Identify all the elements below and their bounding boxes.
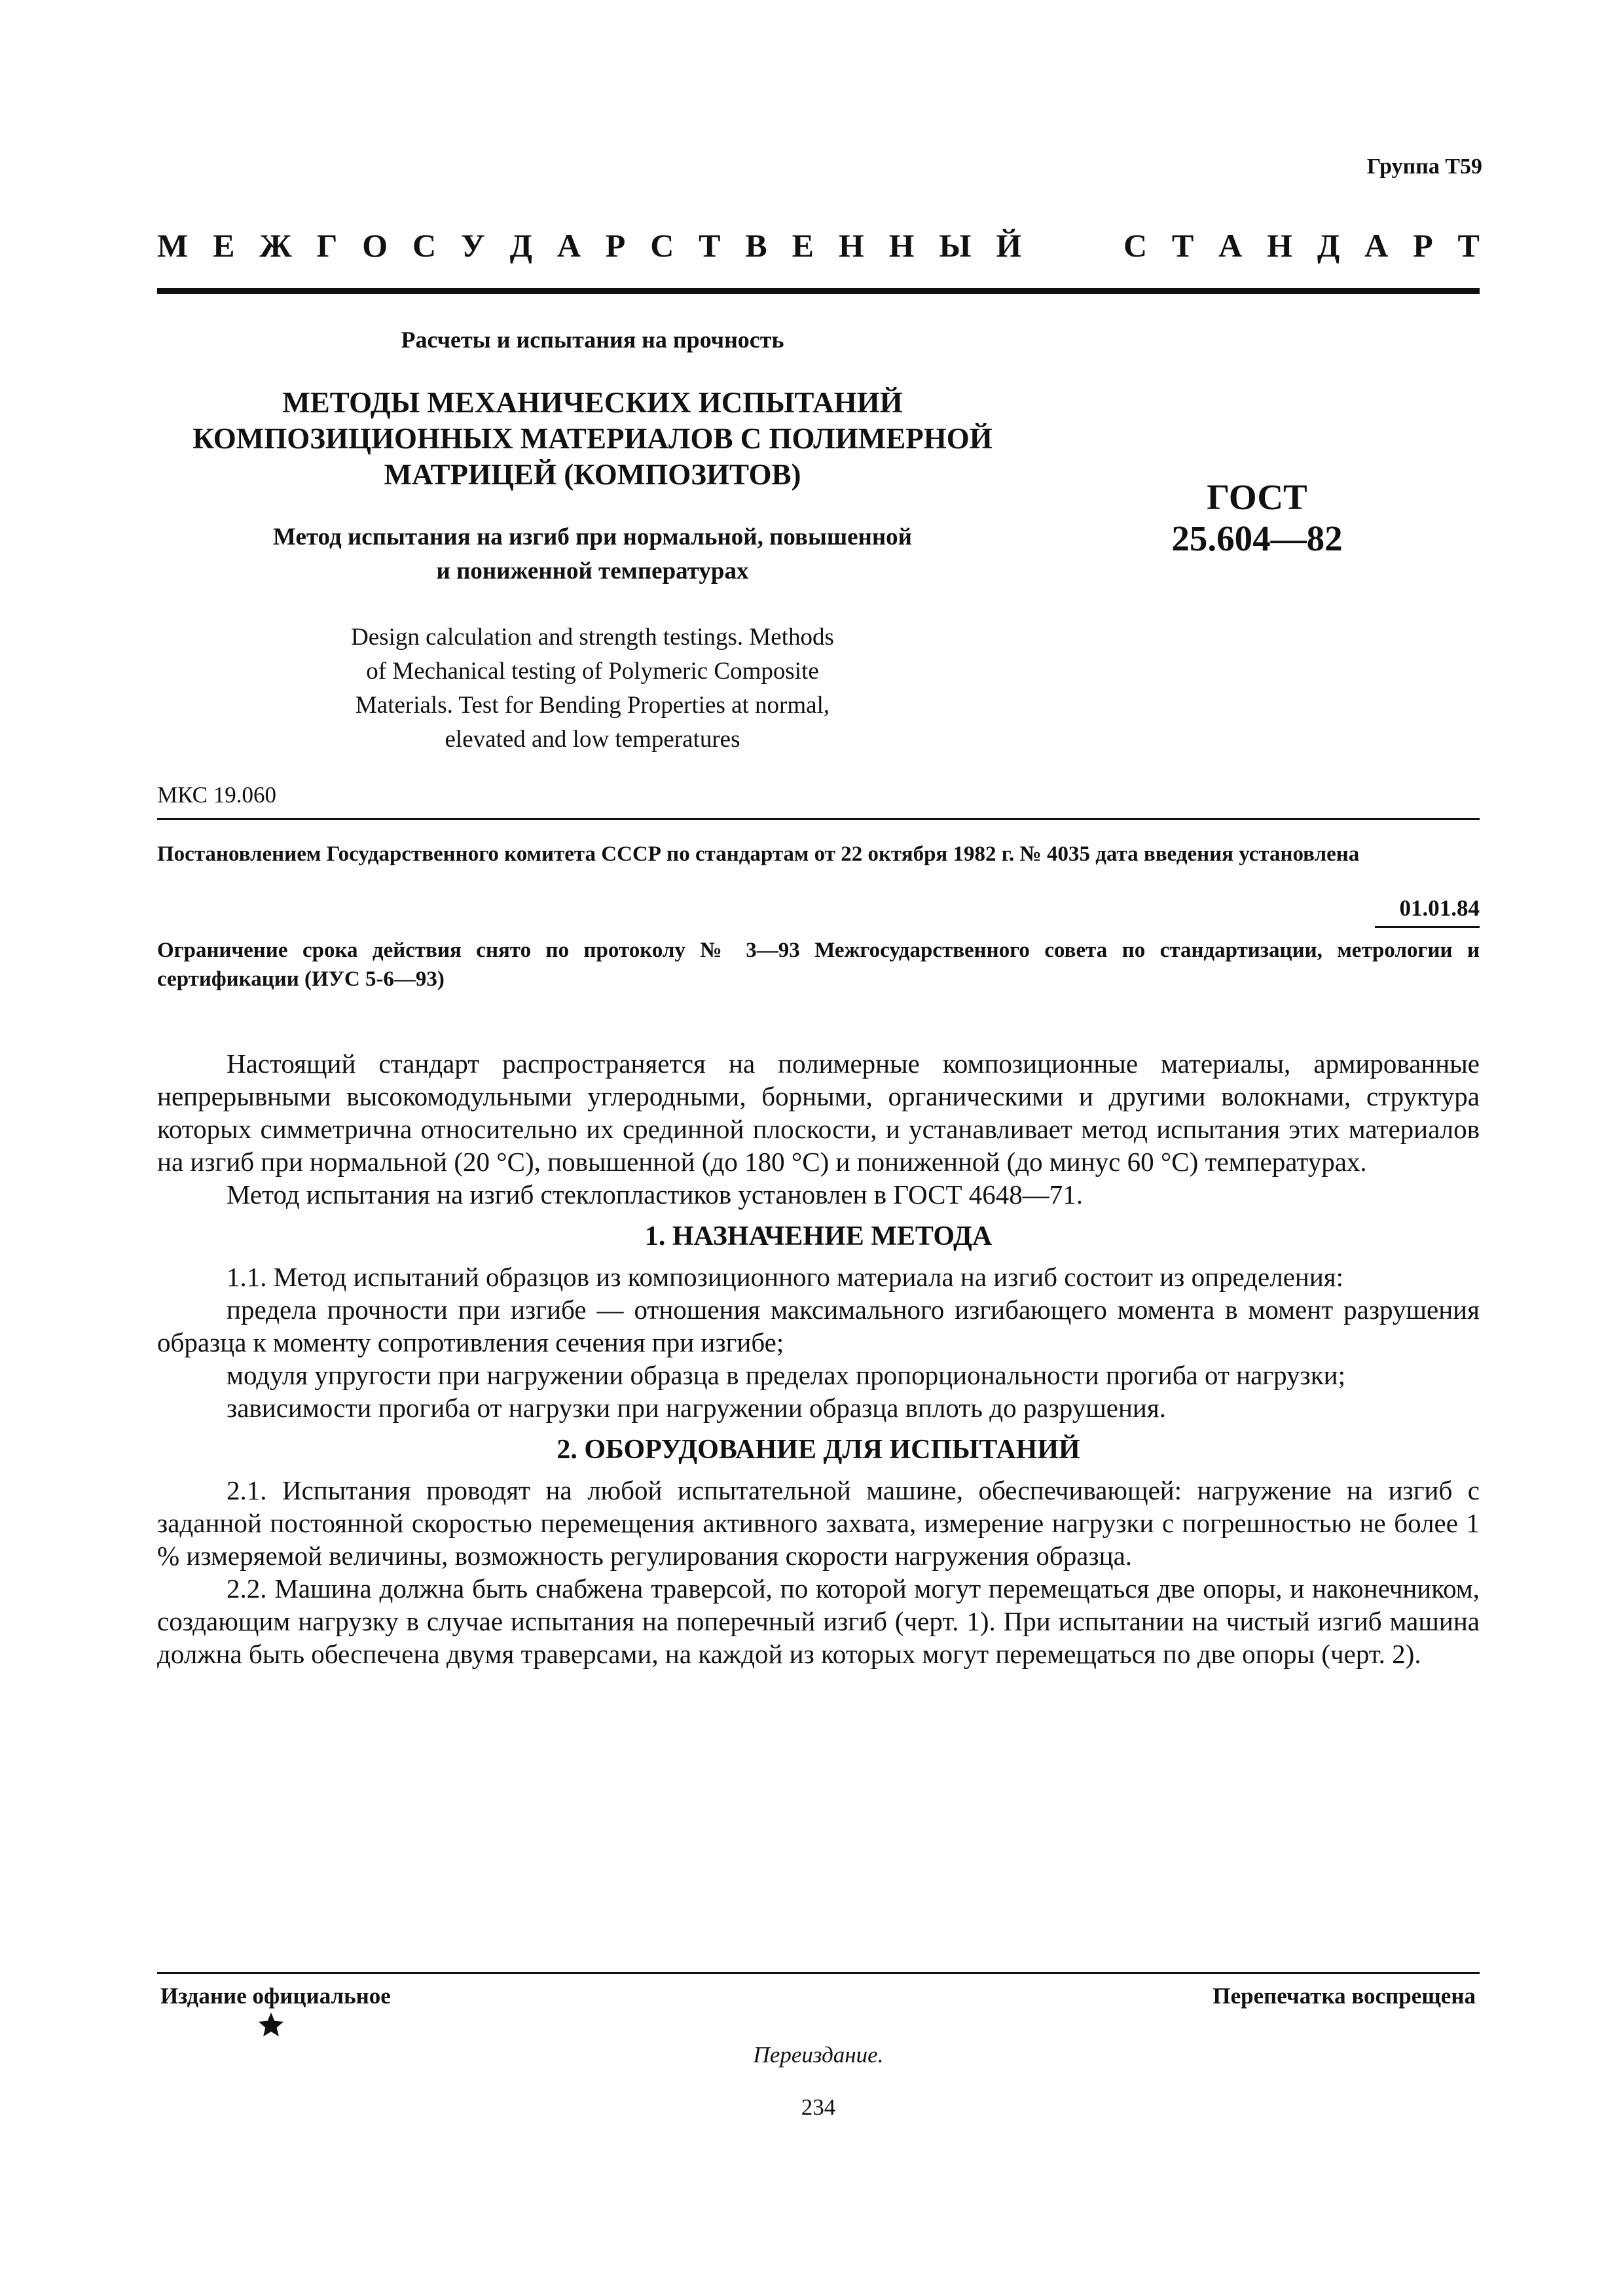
subject-line: Расчеты и испытания на прочность	[401, 327, 784, 353]
page-number: 234	[801, 2094, 836, 2120]
body-paragraph: предела прочности при изгибе — отношения максимального изгибающего момента в момент разрушения образца к моменту сопротивления сечения при изгибе;	[157, 1295, 1480, 1357]
banner-letter: Й	[996, 227, 1022, 264]
gost-label: ГОСТ	[1207, 477, 1307, 517]
body-paragraph: зависимости прогиба от нагрузки при нагружении образца вплоть до разрушения.	[227, 1393, 1166, 1423]
mks-code: МКС 19.060	[157, 782, 276, 808]
section-heading: 2. ОБОРУДОВАНИЕ ДЛЯ ИСПЫТАНИЙ	[556, 1435, 1080, 1465]
body-paragraph: 2.2. Машина должна быть снабжена траверсой, по которой могут перемещаться две опоры, и наконечником, создающим нагрузку в случае испытания на поперечный изгиб (черт. 1). При испытании на чистый изгиб машина должна быть обеспечена двумя траверсами, на каждой из которых могут перемещаться по две опоры (черт. 2).	[157, 1573, 1480, 1669]
banner-letter: Н	[838, 227, 864, 264]
banner-letter: Т	[699, 227, 721, 264]
intro-paragraph: Настоящий стандарт распространяется на полимерные композиционные материалы, армированные непрерывными высокомодульными углеродными, борными, органическими и другими волокнами, структура которых симметрична относительно их срединной плоскости, и устанавливает метод испытания этих материалов на изгиб при нормальной (20 °С), повышенной (до 180 °С) и пониженной (до минус 60 °С) температурах.	[157, 1049, 1480, 1177]
banner-letter: Е	[213, 227, 235, 264]
english-line: elevated and low temperatures	[445, 726, 740, 753]
banner-letter: Н	[888, 227, 915, 264]
banner-letter: А	[1218, 227, 1243, 264]
banner-letter: Е	[792, 227, 814, 264]
banner-letter: О	[362, 227, 388, 264]
banner-letter: У	[461, 227, 485, 264]
banner-letter: Т	[1171, 227, 1194, 264]
english-title	[282, 620, 903, 757]
subtitle-line: Метод испытания на изгиб при нормальной, повышенной	[273, 524, 912, 550]
body-paragraph: модуля упругости при нагружении образца в пределах пропорциональности прогиба от нагрузки;	[227, 1360, 1345, 1390]
reissue-note: Переиздание.	[753, 2042, 884, 2068]
banner-letter: Н	[1267, 227, 1293, 264]
title-line: МАТРИЦЕЙ (КОМПОЗИТОВ)	[384, 458, 801, 491]
section-heading: 1. НАЗНАЧЕНИЕ МЕТОДА	[644, 1221, 993, 1251]
english-line: Design calculation and strength testings. Methods	[351, 624, 834, 651]
banner-letter: С	[1123, 227, 1148, 264]
validity-limit-note: Ограничение срока действия снято по протоколу № 3—93 Межгосударственного совета по стандартизации, метрологии и сертификации (ИУС 5-6—93)	[157, 939, 1480, 991]
english-line: of Mechanical testing of Polymeric Composite	[366, 658, 819, 685]
banner-word-gap	[1046, 226, 1099, 264]
main-body	[157, 1047, 1480, 1670]
introduction-date: 01.01.84	[1399, 895, 1480, 921]
banner-letter: Д	[509, 227, 532, 264]
banner-letter: Г	[316, 227, 338, 264]
body-paragraph: 1.1. Метод испытаний образцов из композиционного материала на изгиб состоит из определения:	[227, 1262, 1344, 1292]
reprint-prohibited-label: Перепечатка воспрещена	[1213, 1983, 1476, 2009]
body-paragraph: 2.1. Испытания проводят на любой испытательной машине, обеспечивающей: нагружение на изгиб с заданной постоянной скоростью перемещения активного захвата, измерение нагрузки с погрешностью не более 1 % измеряемой величины, возможность регулирования скорости нагружения образца.	[157, 1475, 1480, 1571]
title-line: КОМПОЗИЦИОННЫХ МАТЕРИАЛОВ С ПОЛИМЕРНОЙ	[192, 422, 993, 455]
banner-letter: Ж	[259, 227, 292, 264]
group-code: Группа Т59	[1366, 154, 1482, 179]
official-edition-label: Издание официальное	[160, 1983, 391, 2009]
english-line: Materials. Test for Bending Properties at normal,	[355, 692, 830, 719]
date-underline	[1375, 926, 1480, 928]
interstate-standard-banner	[157, 226, 1480, 264]
gost-number: 25.604—82	[1171, 518, 1343, 558]
subtitle-line: и пониженной температурах	[436, 558, 749, 584]
banner-letter: Р	[1413, 227, 1433, 264]
document-title	[157, 385, 1028, 493]
header-rule	[157, 288, 1480, 294]
banner-letter: С	[412, 227, 437, 264]
document-subtitle	[157, 520, 1028, 588]
banner-letter: А	[1364, 227, 1389, 264]
mks-rule	[157, 818, 1480, 820]
banner-letter: Т	[1457, 227, 1480, 264]
star-icon	[257, 2011, 285, 2039]
banner-letter: В	[745, 227, 767, 264]
gost-designation	[1106, 476, 1408, 559]
intro-paragraph: Метод испытания на изгиб стеклопластиков установлен в ГОСТ 4648—71.	[227, 1179, 1084, 1210]
footer-rule	[157, 1972, 1480, 1974]
title-line: МЕТОДЫ МЕХАНИЧЕСКИХ ИСПЫТАНИЙ	[282, 386, 903, 419]
banner-letter: М	[157, 227, 189, 264]
banner-letter: Р	[605, 227, 626, 264]
banner-letter: Д	[1317, 227, 1340, 264]
banner-letter: С	[650, 227, 674, 264]
decree-text: Постановлением Государственного комитета СССР по стандартам от 22 октября 1982 г. № 4035 дата введения установлена	[157, 842, 1360, 866]
banner-letter: Ы	[939, 227, 972, 264]
banner-letter: А	[556, 227, 581, 264]
